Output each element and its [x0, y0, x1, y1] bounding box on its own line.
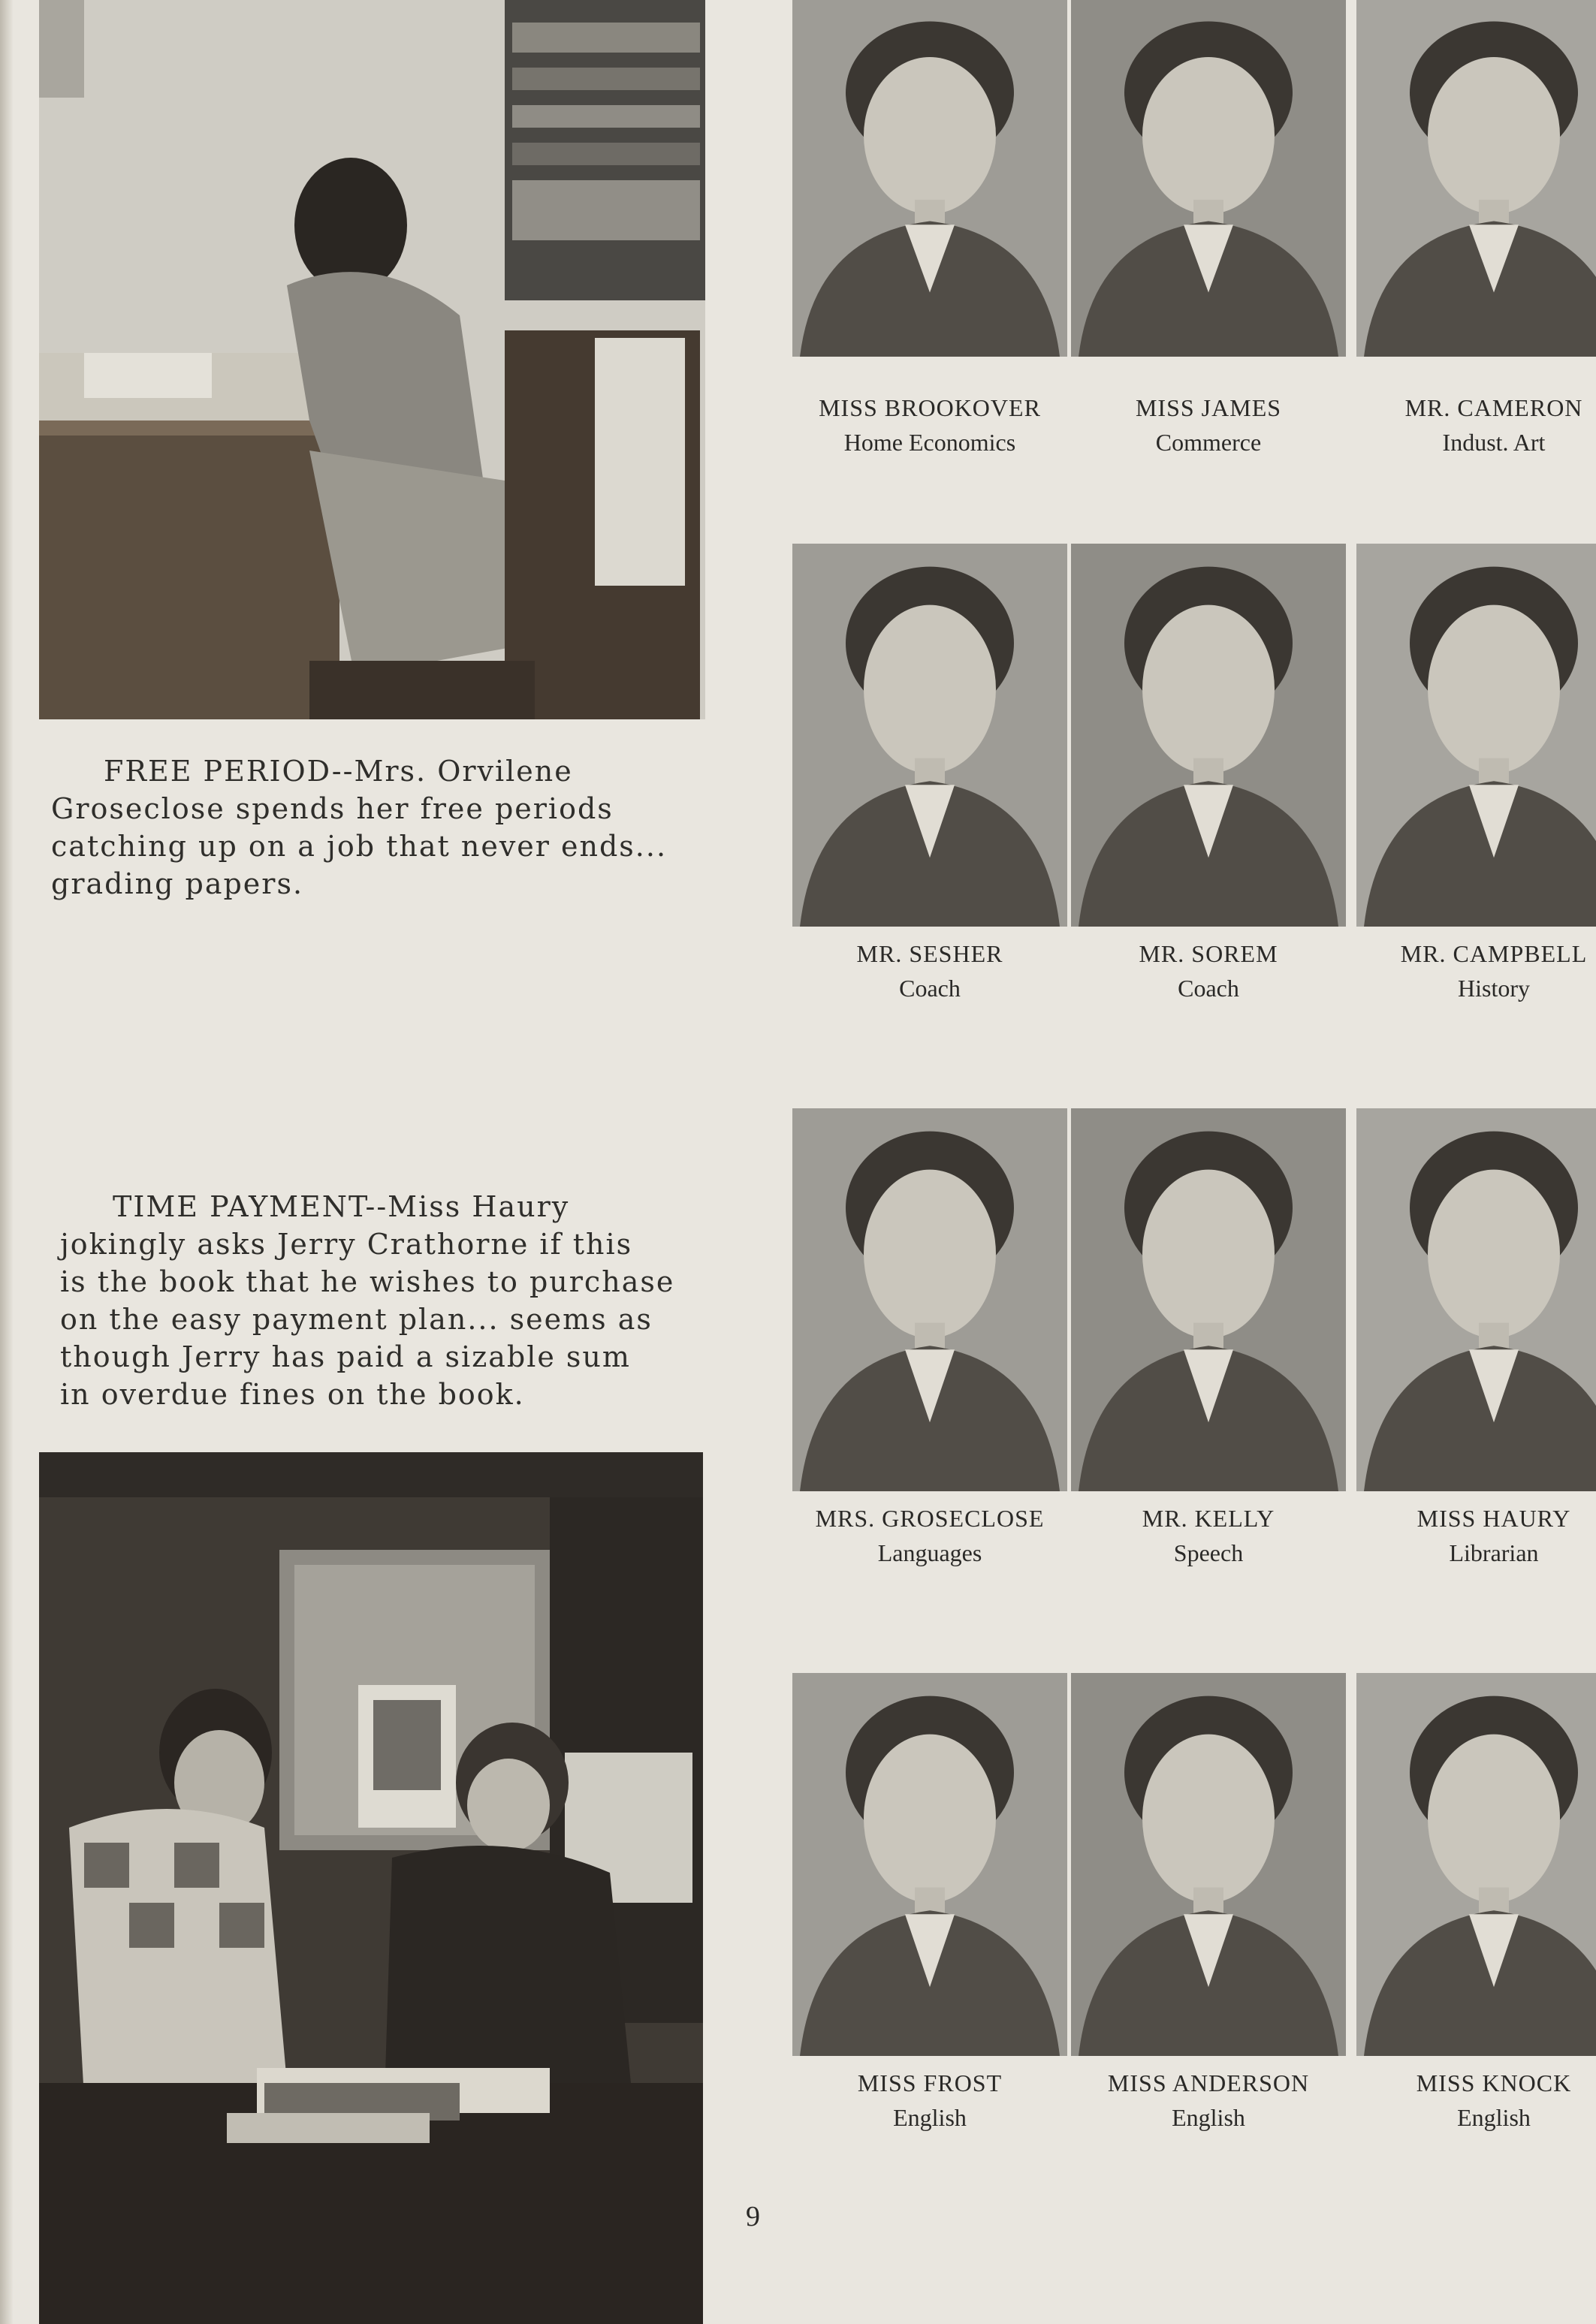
time-payment-caption [60, 1188, 721, 1413]
caption-line: is the book that he wishes to purchase [60, 1265, 675, 1298]
caption-line: jokingly asks Jerry Crathorne if this [60, 1228, 633, 1261]
time-payment-photo [39, 1452, 703, 2324]
caption-line: in overdue fines on the book. [60, 1378, 525, 1411]
faculty-name: MR. KELLY [1142, 1505, 1275, 1532]
faculty-name-block [1051, 1501, 1366, 1570]
faculty-name-block [772, 2066, 1088, 2135]
faculty-name: MR. CAMERON [1404, 394, 1583, 421]
faculty-portrait [1356, 1108, 1596, 1491]
faculty-name: MISS HAURY [1416, 1505, 1571, 1532]
faculty-portrait [1071, 1108, 1346, 1491]
faculty-subject: Librarian [1449, 1539, 1539, 1566]
caption-line: grading papers. [51, 867, 304, 900]
faculty-subject: Coach [899, 975, 961, 1002]
faculty-name-block [1336, 1501, 1596, 1570]
caption-line: on the easy payment plan... seems as [60, 1303, 653, 1336]
faculty-subject: English [893, 2104, 967, 2131]
page-binding-edge [0, 0, 14, 2324]
faculty-name: MISS KNOCK [1416, 2069, 1572, 2096]
faculty-portrait [792, 1108, 1067, 1491]
faculty-portrait [792, 544, 1067, 927]
faculty-name-block [1336, 936, 1596, 1005]
faculty-name: MISS FROST [857, 2069, 1003, 2096]
faculty-subject: Home Economics [843, 429, 1016, 456]
faculty-name: MRS. GROSECLOSE [815, 1505, 1045, 1532]
caption-line: Groseclose spends her free periods [51, 792, 614, 825]
caption-line: TIME PAYMENT--Miss Haury [113, 1190, 570, 1223]
faculty-portrait [1356, 0, 1596, 357]
faculty-subject: Languages [877, 1539, 982, 1566]
faculty-name-block [772, 1501, 1088, 1570]
faculty-subject: Commerce [1155, 429, 1262, 456]
faculty-name-block [1336, 390, 1596, 460]
faculty-name-block [1051, 2066, 1366, 2135]
faculty-name: MISS JAMES [1135, 394, 1282, 421]
faculty-name-block [1051, 390, 1366, 460]
faculty-subject: English [1172, 2104, 1245, 2131]
faculty-name-block [772, 936, 1088, 1005]
faculty-portrait [1356, 1673, 1596, 2056]
faculty-portrait [792, 1673, 1067, 2056]
caption-line: catching up on a job that never ends... [51, 830, 668, 863]
faculty-name: MISS ANDERSON [1107, 2069, 1310, 2096]
faculty-portrait [1071, 1673, 1346, 2056]
faculty-subject: Indust. Art [1442, 429, 1546, 456]
faculty-subject: Coach [1178, 975, 1239, 1002]
faculty-name-block [772, 390, 1088, 460]
caption-line: though Jerry has paid a sizable sum [60, 1340, 631, 1373]
caption-line: FREE PERIOD--Mrs. Orvilene [104, 755, 573, 788]
faculty-portrait [1071, 544, 1346, 927]
faculty-name-block [1051, 936, 1366, 1005]
free-period-photo [39, 0, 705, 719]
faculty-name: MISS BROOKOVER [819, 394, 1041, 421]
free-period-caption [51, 752, 712, 903]
faculty-portrait [1071, 0, 1346, 357]
faculty-name-block [1336, 2066, 1596, 2135]
faculty-name: MR. CAMPBELL [1400, 940, 1588, 967]
faculty-name: MR. SOREM [1139, 940, 1278, 967]
faculty-subject: Speech [1173, 1539, 1244, 1566]
faculty-subject: English [1457, 2104, 1531, 2131]
page-number: 9 [746, 2201, 760, 2232]
faculty-subject: History [1458, 975, 1530, 1002]
faculty-portrait [792, 0, 1067, 357]
faculty-portrait [1356, 544, 1596, 927]
faculty-name: MR. SESHER [856, 940, 1003, 967]
